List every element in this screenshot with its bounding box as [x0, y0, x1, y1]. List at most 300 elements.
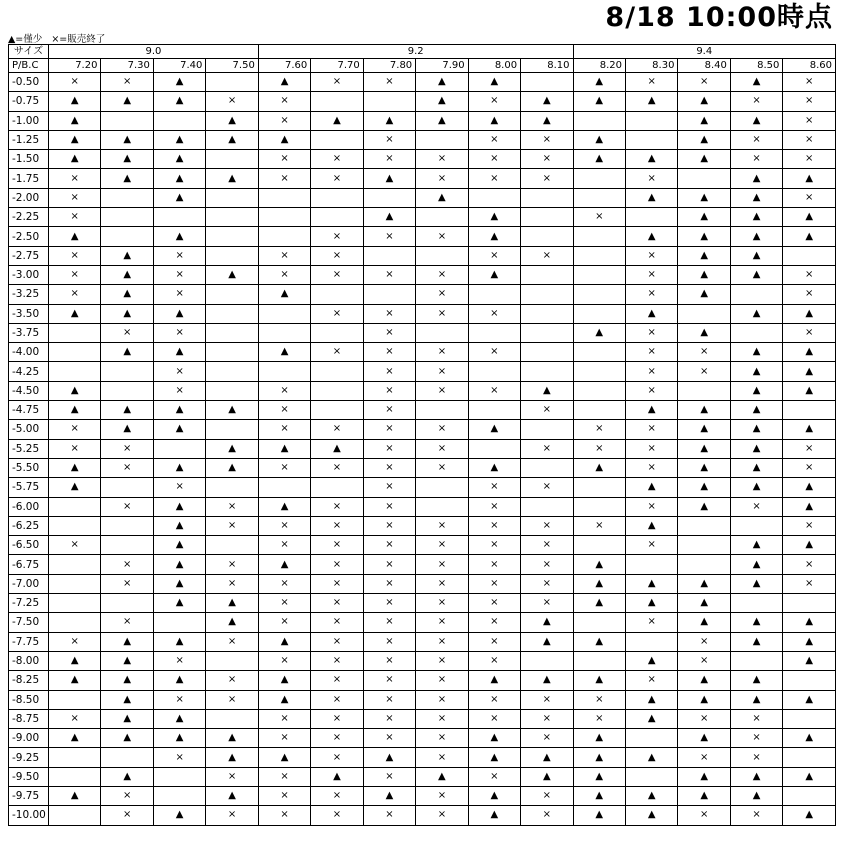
bc-header-cell: 7.30 [101, 59, 153, 73]
stock-status-cell: ▲ [153, 632, 205, 651]
stock-status-cell [363, 285, 415, 304]
stock-status-cell: × [783, 285, 836, 304]
stock-status-cell: ▲ [521, 632, 573, 651]
stock-status-cell [311, 130, 363, 149]
stock-status-cell: × [363, 420, 415, 439]
stock-status-cell: × [416, 150, 468, 169]
stock-status-cell: ▲ [258, 748, 310, 767]
stock-status-cell: × [416, 806, 468, 825]
stock-status-cell: ▲ [49, 381, 101, 400]
stock-status-cell: × [521, 439, 573, 458]
stock-status-cell [416, 208, 468, 227]
stock-status-cell: × [311, 748, 363, 767]
stock-status-cell: × [311, 304, 363, 323]
stock-status-cell: ▲ [49, 671, 101, 690]
stock-status-cell: × [311, 555, 363, 574]
stock-status-cell: ▲ [521, 92, 573, 111]
stock-status-cell: ▲ [49, 304, 101, 323]
stock-status-cell: ▲ [678, 323, 730, 342]
stock-status-cell: ▲ [678, 729, 730, 748]
stock-status-cell: × [416, 285, 468, 304]
stock-status-cell: × [678, 806, 730, 825]
stock-status-cell: ▲ [730, 671, 782, 690]
stock-status-cell [311, 188, 363, 207]
stock-status-cell: × [258, 729, 310, 748]
stock-status-cell: × [311, 574, 363, 593]
stock-status-cell: ▲ [153, 536, 205, 555]
stock-status-cell: × [521, 169, 573, 188]
stock-status-cell: × [49, 188, 101, 207]
stock-status-cell: ▲ [153, 516, 205, 535]
stock-status-cell: × [153, 748, 205, 767]
stock-status-cell [311, 285, 363, 304]
stock-status-cell [206, 285, 258, 304]
stock-status-cell: ▲ [730, 420, 782, 439]
power-cell: -6.00 [9, 497, 49, 516]
stock-status-cell [258, 208, 310, 227]
stock-status-cell: × [678, 73, 730, 92]
stock-status-cell: × [783, 73, 836, 92]
stock-status-cell: ▲ [625, 401, 677, 420]
stock-status-cell: ▲ [625, 227, 677, 246]
stock-status-cell: ▲ [49, 786, 101, 805]
stock-status-cell: × [206, 671, 258, 690]
stock-status-cell [206, 227, 258, 246]
stock-status-cell: ▲ [101, 130, 153, 149]
table-row [9, 227, 836, 246]
stock-status-cell: × [258, 420, 310, 439]
stock-status-cell: ▲ [678, 265, 730, 284]
stock-status-cell [573, 362, 625, 381]
stock-status-cell: ▲ [153, 92, 205, 111]
table-row [9, 401, 836, 420]
stock-status-cell: × [311, 516, 363, 535]
table-row [9, 613, 836, 632]
stock-status-cell [258, 478, 310, 497]
stock-status-cell: × [153, 285, 205, 304]
bc-header-cell: 7.70 [311, 59, 363, 73]
stock-status-cell: × [311, 458, 363, 477]
stock-status-cell: ▲ [258, 690, 310, 709]
stock-status-cell: ▲ [468, 73, 520, 92]
stock-status-cell: × [49, 169, 101, 188]
stock-status-cell: × [206, 497, 258, 516]
stock-status-cell: × [625, 439, 677, 458]
stock-status-cell [416, 323, 468, 342]
stock-status-cell: × [468, 536, 520, 555]
stock-status-cell: ▲ [258, 285, 310, 304]
power-cell: -4.75 [9, 401, 49, 420]
stock-status-cell: × [573, 516, 625, 535]
bc-header-row [9, 59, 836, 73]
stock-status-cell: ▲ [153, 555, 205, 574]
stock-status-cell: × [49, 246, 101, 265]
stock-status-cell [416, 130, 468, 149]
stock-status-cell: ▲ [678, 420, 730, 439]
stock-status-cell: ▲ [625, 651, 677, 670]
stock-status-cell [521, 227, 573, 246]
stock-status-cell: ▲ [49, 111, 101, 130]
stock-status-cell: × [258, 265, 310, 284]
stock-status-cell [678, 536, 730, 555]
stock-status-cell: ▲ [101, 651, 153, 670]
stock-status-cell [49, 806, 101, 825]
stock-status-cell: ▲ [153, 497, 205, 516]
bc-header-cell: 7.60 [258, 59, 310, 73]
stock-status-cell [573, 227, 625, 246]
stock-status-cell: ▲ [153, 458, 205, 477]
stock-status-cell: × [206, 806, 258, 825]
power-cell: -8.75 [9, 709, 49, 728]
stock-status-cell [49, 767, 101, 786]
stock-status-cell: × [730, 806, 782, 825]
table-row [9, 381, 836, 400]
stock-status-cell: ▲ [783, 806, 836, 825]
stock-status-cell: × [206, 555, 258, 574]
stock-status-cell: × [416, 458, 468, 477]
stock-status-cell: × [49, 285, 101, 304]
stock-status-cell: × [101, 613, 153, 632]
stock-status-cell: × [468, 690, 520, 709]
stock-status-cell: × [206, 632, 258, 651]
power-cell: -1.75 [9, 169, 49, 188]
stock-status-cell: × [573, 208, 625, 227]
stock-status-cell: × [573, 420, 625, 439]
stock-status-cell: ▲ [678, 227, 730, 246]
size-label: サイズ [9, 45, 49, 59]
stock-status-cell [101, 594, 153, 613]
stock-status-cell [783, 748, 836, 767]
power-cell: -7.25 [9, 594, 49, 613]
stock-status-cell [521, 651, 573, 670]
power-cell: -3.50 [9, 304, 49, 323]
stock-status-cell: × [416, 420, 468, 439]
stock-status-cell: ▲ [49, 651, 101, 670]
stock-status-cell: ▲ [101, 709, 153, 728]
stock-status-cell: ▲ [258, 497, 310, 516]
stock-status-cell: × [363, 690, 415, 709]
stock-status-cell: ▲ [783, 478, 836, 497]
stock-status-cell: × [783, 555, 836, 574]
stock-status-cell: × [363, 497, 415, 516]
stock-status-cell: ▲ [678, 208, 730, 227]
stock-status-cell: × [153, 362, 205, 381]
stock-status-cell [49, 362, 101, 381]
stock-status-cell: × [416, 574, 468, 593]
stock-status-cell: × [49, 536, 101, 555]
table-row [9, 709, 836, 728]
stock-status-cell [730, 323, 782, 342]
power-cell: -5.00 [9, 420, 49, 439]
stock-status-cell [49, 613, 101, 632]
stock-status-cell: ▲ [678, 92, 730, 111]
stock-status-cell: × [783, 439, 836, 458]
stock-status-cell: ▲ [678, 458, 730, 477]
stock-status-cell: × [363, 362, 415, 381]
power-cell: -2.00 [9, 188, 49, 207]
stock-status-cell: × [416, 690, 468, 709]
stock-status-cell: × [625, 536, 677, 555]
stock-status-cell [521, 343, 573, 362]
stock-status-cell: ▲ [153, 150, 205, 169]
stock-status-cell: ▲ [468, 671, 520, 690]
stock-status-cell [206, 246, 258, 265]
stock-status-cell [101, 208, 153, 227]
stock-status-cell: × [363, 536, 415, 555]
stock-status-cell: × [363, 555, 415, 574]
power-cell: -2.75 [9, 246, 49, 265]
stock-status-cell: ▲ [573, 555, 625, 574]
stock-status-cell: × [468, 130, 520, 149]
stock-status-cell [468, 362, 520, 381]
base-curve-group-header: 9.2 [258, 45, 573, 59]
stock-status-cell: ▲ [153, 806, 205, 825]
power-cell: -1.50 [9, 150, 49, 169]
stock-status-cell: × [258, 381, 310, 400]
stock-status-cell: ▲ [730, 458, 782, 477]
bc-header-cell: 7.40 [153, 59, 205, 73]
stock-status-cell: × [521, 516, 573, 535]
stock-status-cell [153, 208, 205, 227]
stock-status-cell: ▲ [206, 786, 258, 805]
stock-status-cell: × [258, 574, 310, 593]
stock-status-cell: ▲ [730, 478, 782, 497]
stock-status-cell: × [783, 111, 836, 130]
stock-status-cell: ▲ [678, 246, 730, 265]
stock-status-cell: × [363, 381, 415, 400]
stock-status-cell: × [625, 285, 677, 304]
stock-status-cell: × [783, 574, 836, 593]
stock-status-cell: × [258, 651, 310, 670]
stock-status-cell: × [416, 516, 468, 535]
stock-status-cell: ▲ [468, 458, 520, 477]
stock-status-cell: ▲ [730, 304, 782, 323]
stock-status-cell: × [416, 632, 468, 651]
stock-status-cell: × [468, 651, 520, 670]
stock-status-cell [678, 304, 730, 323]
stock-status-cell: × [311, 594, 363, 613]
stock-status-cell: × [625, 362, 677, 381]
stock-status-cell: ▲ [730, 362, 782, 381]
power-cell: -8.00 [9, 651, 49, 670]
stock-status-cell [730, 594, 782, 613]
stock-status-cell [573, 497, 625, 516]
stock-status-cell: ▲ [521, 767, 573, 786]
stock-status-cell: × [311, 227, 363, 246]
stock-status-cell: ▲ [258, 73, 310, 92]
stock-status-cell: ▲ [678, 150, 730, 169]
stock-status-cell: ▲ [730, 343, 782, 362]
table-row [9, 729, 836, 748]
stock-status-cell [468, 439, 520, 458]
stock-status-cell: × [363, 227, 415, 246]
base-curve-group-header: 9.4 [573, 45, 835, 59]
stock-status-cell: × [101, 497, 153, 516]
stock-status-cell [468, 188, 520, 207]
stock-status-cell: ▲ [363, 111, 415, 130]
stock-status-cell: ▲ [206, 748, 258, 767]
stock-status-cell [783, 786, 836, 805]
table-row [9, 536, 836, 555]
stock-status-cell: × [521, 574, 573, 593]
stock-status-cell: × [363, 729, 415, 748]
power-cell: -2.25 [9, 208, 49, 227]
stock-status-cell: × [521, 536, 573, 555]
stock-status-cell: ▲ [521, 111, 573, 130]
stock-status-cell: × [363, 401, 415, 420]
stock-status-cell [521, 420, 573, 439]
stock-status-cell [49, 594, 101, 613]
stock-status-cell [625, 111, 677, 130]
stock-status-cell: × [363, 709, 415, 728]
stock-status-cell: × [468, 92, 520, 111]
stock-status-cell: ▲ [625, 92, 677, 111]
stock-status-cell [206, 709, 258, 728]
stock-status-cell [153, 111, 205, 130]
bc-header-cell: 8.40 [678, 59, 730, 73]
power-cell: -9.50 [9, 767, 49, 786]
stock-status-cell: ▲ [101, 92, 153, 111]
stock-status-cell: × [363, 343, 415, 362]
stock-status-cell: ▲ [783, 729, 836, 748]
power-cell: -3.25 [9, 285, 49, 304]
stock-status-cell: × [416, 536, 468, 555]
table-row [9, 323, 836, 342]
stock-status-cell: × [311, 536, 363, 555]
stock-status-cell: ▲ [153, 343, 205, 362]
stock-status-cell: ▲ [573, 748, 625, 767]
stock-status-cell: ▲ [468, 806, 520, 825]
stock-status-cell: ▲ [730, 613, 782, 632]
base-curve-group-header: 9.0 [49, 45, 259, 59]
stock-status-cell [101, 227, 153, 246]
stock-status-cell [416, 497, 468, 516]
stock-status-cell: × [258, 150, 310, 169]
stock-status-cell: × [468, 246, 520, 265]
stock-status-cell: × [311, 265, 363, 284]
stock-status-cell: × [153, 478, 205, 497]
stock-status-cell: × [730, 497, 782, 516]
table-row [9, 748, 836, 767]
stock-status-cell: × [363, 516, 415, 535]
table-row [9, 246, 836, 265]
stock-status-cell: × [416, 651, 468, 670]
stock-status-cell [573, 381, 625, 400]
stock-status-cell: ▲ [206, 401, 258, 420]
stock-status-cell: ▲ [783, 536, 836, 555]
stock-status-cell: × [49, 439, 101, 458]
stock-status-cell: × [521, 130, 573, 149]
table-row [9, 285, 836, 304]
stock-status-cell: ▲ [783, 497, 836, 516]
stock-status-cell: ▲ [153, 729, 205, 748]
stock-status-cell: × [311, 73, 363, 92]
stock-status-cell: ▲ [153, 709, 205, 728]
stock-status-cell [468, 285, 520, 304]
stock-status-cell: × [416, 671, 468, 690]
stock-status-cell: × [783, 323, 836, 342]
stock-status-cell: ▲ [468, 111, 520, 130]
stock-status-cell [311, 381, 363, 400]
stock-status-cell: ▲ [625, 150, 677, 169]
stock-status-cell: × [311, 497, 363, 516]
stock-status-cell: ▲ [625, 478, 677, 497]
stock-status-cell [573, 343, 625, 362]
stock-status-cell: × [49, 420, 101, 439]
table-row [9, 420, 836, 439]
stock-status-cell: × [416, 439, 468, 458]
stock-status-cell: ▲ [573, 729, 625, 748]
stock-status-cell: ▲ [311, 439, 363, 458]
stock-status-cell: × [416, 786, 468, 805]
stock-status-cell [311, 478, 363, 497]
table-row [9, 574, 836, 593]
stock-table [8, 44, 836, 826]
stock-status-cell: ▲ [573, 632, 625, 651]
stock-status-cell: ▲ [783, 767, 836, 786]
stock-status-cell: ▲ [625, 188, 677, 207]
stock-status-cell: ▲ [730, 439, 782, 458]
stock-status-cell: × [311, 690, 363, 709]
stock-status-cell: × [258, 536, 310, 555]
stock-status-cell: × [678, 362, 730, 381]
stock-status-cell: ▲ [730, 786, 782, 805]
stock-status-cell [101, 748, 153, 767]
stock-status-cell: × [730, 709, 782, 728]
power-cell: -1.25 [9, 130, 49, 149]
stock-status-cell: × [258, 786, 310, 805]
stock-status-cell: ▲ [730, 246, 782, 265]
stock-status-cell: ▲ [730, 401, 782, 420]
stock-status-cell: ▲ [258, 671, 310, 690]
stock-status-cell: ▲ [573, 458, 625, 477]
stock-status-cell: ▲ [416, 92, 468, 111]
power-cell: -8.50 [9, 690, 49, 709]
table-row [9, 786, 836, 805]
table-row [9, 516, 836, 535]
stock-status-cell: ▲ [468, 786, 520, 805]
stock-status-cell: × [783, 150, 836, 169]
stock-status-cell [49, 748, 101, 767]
stock-status-cell: ▲ [258, 632, 310, 651]
table-row [9, 478, 836, 497]
stock-status-cell: × [153, 651, 205, 670]
stock-status-cell: × [468, 381, 520, 400]
stock-status-cell [521, 304, 573, 323]
stock-status-cell [521, 285, 573, 304]
stock-status-cell: ▲ [730, 208, 782, 227]
stock-status-cell: × [363, 150, 415, 169]
stock-status-cell [311, 92, 363, 111]
power-cell: -7.50 [9, 613, 49, 632]
stock-status-cell [521, 208, 573, 227]
stock-status-cell [101, 362, 153, 381]
stock-status-cell: ▲ [783, 362, 836, 381]
stock-status-cell [206, 651, 258, 670]
stock-status-cell: ▲ [678, 111, 730, 130]
stock-status-cell: ▲ [153, 188, 205, 207]
stock-status-cell: ▲ [206, 594, 258, 613]
bc-header-cell: 8.60 [783, 59, 836, 73]
stock-status-cell [101, 478, 153, 497]
stock-status-cell: ▲ [153, 594, 205, 613]
stock-status-cell: × [783, 188, 836, 207]
stock-status-cell: × [730, 130, 782, 149]
stock-status-cell: ▲ [101, 767, 153, 786]
table-row [9, 806, 836, 825]
power-cell: -6.75 [9, 555, 49, 574]
stock-status-cell: ▲ [49, 227, 101, 246]
